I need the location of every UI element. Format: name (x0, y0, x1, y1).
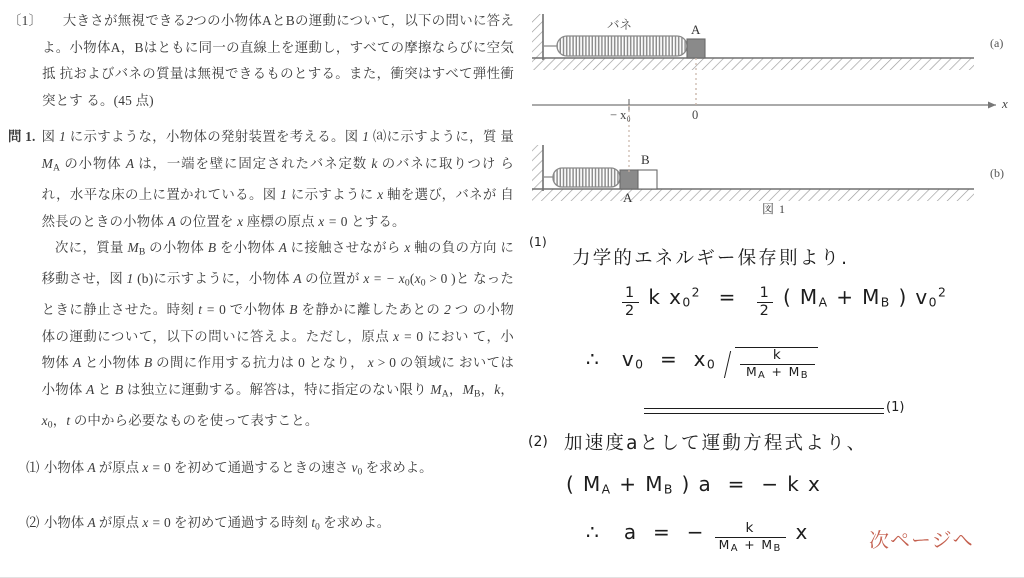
answer-1-equation (620, 284, 947, 318)
spring-panel-b (543, 168, 625, 187)
block-a-label-panel-a: A (691, 22, 701, 37)
sub-question-2-text: 小物体 A が原点 x = 0 を初めて通過する時刻 $t_0$ を求めよ。 (44, 514, 391, 533)
therefore-symbol-2: ∴ (586, 520, 601, 544)
question-1-body (36, 124, 514, 439)
block-a-panel-b (620, 170, 638, 189)
problem-intro (8, 8, 514, 114)
tick-label-minus-x0: − x₀ (610, 108, 631, 122)
panel-b-label: (b) (990, 166, 1004, 180)
spring-panel-a (543, 36, 699, 56)
square-root-symbol (725, 347, 817, 381)
question-1 (8, 124, 514, 439)
fraction-half-right: $\frac{1}{2}$ (757, 286, 774, 318)
answer-2-number: (2) (528, 434, 548, 450)
next-page-note: 次ページへ (869, 528, 974, 552)
handwritten-answers (524, 224, 1024, 578)
answer-1-underline-upper (644, 408, 884, 409)
wall-panel-a (532, 14, 543, 60)
answer-1-rhs-rest: ( MA + MB ) $v0^2$ (782, 284, 948, 310)
panel-a-label: (a) (990, 36, 1004, 50)
tick-label-origin: 0 (692, 108, 699, 122)
block-b-label-panel-b: B (641, 152, 650, 167)
fraction-k-over-sum-2: $\frac{k}{MA + MB}$ (715, 522, 786, 554)
answer-1-number: (1) (529, 234, 547, 249)
question-1-paragraph-2: 次に，質量 $M_B$ の小物体 B を小物体 A に接触させながら x 軸の負の方向 に移動させ，図 1 (b)に示すように，小物体 A の位置が x = − $x_0(x_0 > 0$ )と なったときに静止させた。時刻 t = 0 で小物体 B を静かに離したあとの 2 つ の小物体の運動について，以下の問いに答えよ。ただし，原点 x = 0 におい て，小物体 A と小物体 B の間に作用する抗力は 0 となり， x > 0 の領域に おいては小物体 A と B は独立に運動する。解答は，特に指定のない限り $M_A$，$M_B$，k，$x_0$，t の中から必要なものを使って表すこと。 (41, 240, 515, 431)
x-axis (532, 99, 996, 111)
spring-label: バネ (607, 18, 633, 32)
therefore-symbol-1: ∴ (586, 347, 601, 371)
answer-2-result-lead: a = − (623, 520, 705, 544)
sub-question-1 (8, 455, 514, 486)
figure-caption: 図 1 (761, 202, 786, 216)
block-b-panel-b (638, 170, 657, 189)
problem-intro-paragraph: 大きさが無視できる2つの小物体AとBの運動について，以下の問いに答え よ。小物体A，Bはともに同一の直線上を運動し，すべての摩擦ならびに空気抵 抗およびバネの質量は無視できるものとする。また，衝突はすべて弾性衝突とす る。(45 点) (42, 13, 514, 108)
answer-1-statement: 力学的エネルギー保存則より. (572, 248, 850, 269)
fraction-k-over-sum: $\frac{k}{MA + MB}$ (740, 349, 815, 381)
sub-question-1-number: ⑴ (26, 459, 40, 475)
problem-intro-body (42, 8, 514, 114)
equals-sign-1: = (718, 284, 737, 309)
block-a-label-panel-b: A (623, 190, 633, 205)
answer-2-statement: 加速度aとして運動方程式より、 (564, 433, 868, 454)
wall-panel-b (532, 145, 543, 191)
problem-number: 〔1〕 (8, 13, 43, 28)
floor-panel-a (532, 58, 974, 70)
sub-question-1-text: 小物体 A が原点 x = 0 を初めて通過するときの速さ $v_0$ を求めよ。 (44, 459, 433, 478)
sub-question-2 (8, 510, 514, 541)
fraction-half-left: $\frac{1}{2}$ (622, 286, 639, 318)
answer-1-result (586, 347, 817, 381)
question-1-paragraph-1: 図 1 に示すような，小物体の発射装置を考える。図 1 ⒜に示すように，質 量 $M_A$ の小物体 A は，一端を壁に固定されたバネ定数 k のバネに取りつけ られ，水平な床の上に置かれている。図 1 に示すように x 軸を選び，バネが 自然長のときの小物体 A の位置を x 座標の原点 x = 0 とする。 (41, 129, 515, 229)
answer-2-result (586, 520, 809, 554)
block-a-panel-a (687, 39, 705, 58)
answer-1-lhs-rest: k $x0^2$ (648, 284, 701, 310)
question-1-marker: 問 1. (8, 129, 36, 145)
answer-2-result-tail: x (795, 520, 809, 544)
figure-1 (524, 0, 1024, 228)
answer-2-equation: ( MA + MB ) a = − k x (566, 472, 822, 497)
figure-and-answers-column (524, 0, 1024, 578)
answer-1-tag: (1) (886, 400, 905, 415)
sub-question-2-number: ⑵ (26, 514, 40, 530)
answer-1-result-lead: v0 = x0 (621, 347, 717, 372)
x-axis-label: x (1002, 96, 1008, 111)
figure-1-drawing (524, 0, 1024, 212)
answer-1-underline-lower (644, 413, 884, 414)
